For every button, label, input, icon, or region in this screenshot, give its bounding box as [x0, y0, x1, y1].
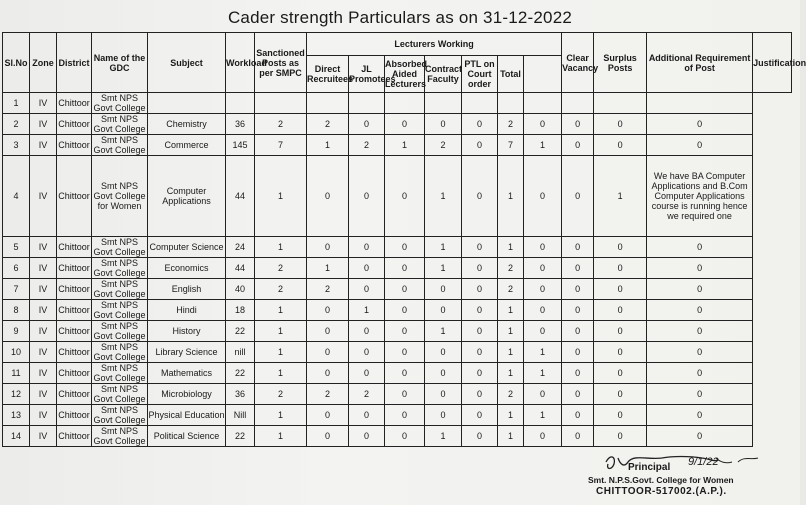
cell-clear: 1 [524, 363, 562, 384]
cell-surplus: 0 [562, 135, 594, 156]
cell-ptl: 0 [462, 300, 498, 321]
cell-justification: 0 [647, 258, 753, 279]
cell-district: Chittoor [57, 114, 92, 135]
cell-additional: 1 [594, 156, 647, 237]
cell-surplus: 0 [562, 342, 594, 363]
cell-absorbed: 0 [385, 342, 425, 363]
cell-subject: Computer Science [148, 237, 226, 258]
cell-ptl: 0 [462, 321, 498, 342]
cell-absorbed: 0 [385, 405, 425, 426]
cell-justification: We have BA Computer Applications and B.Com Computer Applications course is running hence we required one [647, 156, 753, 237]
cell-ptl [462, 93, 498, 114]
cell-zone: IV [30, 135, 57, 156]
cell-direct: 0 [307, 405, 349, 426]
cell-contract: 1 [425, 237, 462, 258]
header-clear-vacancy: Clear Vacancy [562, 33, 594, 93]
cell-ptl: 0 [462, 363, 498, 384]
cell-zone: IV [30, 156, 57, 237]
cell-gdc: Smt NPS Govt College [93, 363, 146, 383]
cell-contract: 0 [425, 405, 462, 426]
header-absorbed: Absorbed Aided Lecturers [385, 56, 425, 93]
cell-subject: Library Science [148, 342, 226, 363]
cell-surplus: 0 [562, 279, 594, 300]
cell-absorbed: 0 [385, 114, 425, 135]
cell-gdc: Smt NPS Govt College [93, 342, 146, 362]
cell-direct: 0 [307, 321, 349, 342]
table-row [3, 342, 792, 363]
cell-subject: English [148, 279, 226, 300]
cell-surplus: 0 [562, 405, 594, 426]
cell-additional: 0 [594, 405, 647, 426]
cell-contract: 2 [425, 135, 462, 156]
cell-sl: 7 [3, 279, 30, 300]
cell-ptl: 0 [462, 156, 498, 237]
cell-ptl: 0 [462, 279, 498, 300]
header-total: Total [498, 56, 524, 93]
cell-total: 1 [498, 300, 524, 321]
cell-sanctioned: 1 [255, 156, 307, 237]
cell-absorbed: 0 [385, 300, 425, 321]
cell-gdc: Smt NPS Govt College [93, 321, 146, 341]
cell-sanctioned: 1 [255, 426, 307, 447]
cell-zone: IV [30, 426, 57, 447]
header-additional: Additional Requirement of Post [647, 33, 753, 93]
cell-justification: 0 [647, 384, 753, 405]
cell-additional: 0 [594, 135, 647, 156]
cell-district: Chittoor [57, 93, 92, 114]
cell-clear: 0 [524, 237, 562, 258]
cell-workload: 145 [226, 135, 255, 156]
cell-workload: 22 [226, 426, 255, 447]
cell-absorbed: 0 [385, 363, 425, 384]
cell-absorbed: 0 [385, 237, 425, 258]
cell-clear: 0 [524, 426, 562, 447]
cell-contract [425, 93, 462, 114]
cell-additional: 0 [594, 384, 647, 405]
cell-direct [307, 93, 349, 114]
cell-clear: 0 [524, 258, 562, 279]
cell-gdc: Smt NPS Govt College for Women [92, 156, 148, 237]
cell-ptl: 0 [462, 405, 498, 426]
cell-direct: 0 [307, 426, 349, 447]
cell-total: 2 [498, 114, 524, 135]
cell-subject: Hindi [148, 300, 226, 321]
cell-sanctioned: 2 [255, 258, 307, 279]
cell-clear: 0 [524, 156, 562, 237]
cell-sanctioned: 2 [255, 114, 307, 135]
cell-direct: 2 [307, 384, 349, 405]
cell-workload: 44 [226, 156, 255, 237]
cell-direct: 1 [307, 135, 349, 156]
cell-surplus: 0 [562, 156, 594, 237]
header-direct: Direct Recruitees [307, 56, 349, 93]
cell-gdc: Smt NPS Govt College [93, 279, 146, 299]
cell-additional: 0 [594, 426, 647, 447]
cell-clear: 0 [524, 300, 562, 321]
cell-jl: 0 [349, 426, 385, 447]
cell-total: 2 [498, 384, 524, 405]
cell-sl: 2 [3, 114, 30, 135]
cell-additional: 0 [594, 114, 647, 135]
header-subject: Subject [148, 33, 226, 93]
cell-sanctioned: 1 [255, 342, 307, 363]
cell-zone: IV [30, 93, 57, 114]
signature-date: 9/1/22 [688, 456, 719, 468]
cell-total: 2 [498, 279, 524, 300]
cell-surplus: 0 [562, 426, 594, 447]
cell-district: Chittoor [57, 363, 92, 384]
cell-district: Chittoor [57, 135, 92, 156]
header-gdc: Name of the GDC [92, 33, 148, 93]
cell-gdc: Smt NPS Govt College [93, 258, 146, 278]
cell-additional: 0 [594, 258, 647, 279]
cell-clear: 0 [524, 114, 562, 135]
table-row [3, 426, 792, 447]
cell-justification: 0 [647, 321, 753, 342]
cell-district: Chittoor [57, 426, 92, 447]
cell-sl: 6 [3, 258, 30, 279]
cell-sanctioned: 1 [255, 405, 307, 426]
cell-surplus: 0 [562, 321, 594, 342]
cell-additional: 0 [594, 300, 647, 321]
cell-zone: IV [30, 237, 57, 258]
cell-jl [349, 93, 385, 114]
cell-contract: 1 [425, 321, 462, 342]
cell-absorbed: 0 [385, 156, 425, 237]
cell-subject: Political Science [148, 426, 226, 447]
table-row [3, 300, 792, 321]
cell-ptl: 0 [462, 258, 498, 279]
cell-gdc: Smt NPS Govt College [93, 405, 146, 425]
header-jl: JL Promotees [349, 56, 385, 93]
header-workload: Workload [226, 33, 255, 93]
table-row [3, 237, 792, 258]
table-row [3, 258, 792, 279]
header-district: District [57, 33, 92, 93]
cell-subject: History [148, 321, 226, 342]
cell-surplus: 0 [562, 384, 594, 405]
cell-workload: 36 [226, 114, 255, 135]
table-row [3, 114, 792, 135]
cell-sl: 10 [3, 342, 30, 363]
cell-absorbed: 0 [385, 426, 425, 447]
cell-gdc: Smt NPS Govt College [93, 300, 146, 320]
cell-sl: 14 [3, 426, 30, 447]
cell-justification: 0 [647, 426, 753, 447]
cell-ptl: 0 [462, 384, 498, 405]
cell-workload: 22 [226, 363, 255, 384]
cell-justification: 0 [647, 342, 753, 363]
cell-absorbed: 0 [385, 321, 425, 342]
cell-absorbed: 0 [385, 384, 425, 405]
cell-gdc: Smt NPS Govt College [93, 114, 146, 134]
page-title: Cader strength Particulars as on 31-12-2022 [227, 8, 573, 27]
cell-absorbed: 1 [385, 135, 425, 156]
signature-role: Principal [628, 462, 671, 473]
cell-clear: 0 [524, 321, 562, 342]
table-row [3, 405, 792, 426]
cell-contract: 0 [425, 342, 462, 363]
cell-justification: 0 [647, 363, 753, 384]
cell-total: 1 [498, 321, 524, 342]
cell-sanctioned: 1 [255, 321, 307, 342]
cell-sl: 5 [3, 237, 30, 258]
cell-district: Chittoor [57, 237, 92, 258]
cell-clear [524, 93, 562, 114]
cell-zone: IV [30, 321, 57, 342]
cell-jl: 0 [349, 279, 385, 300]
cell-clear: 1 [524, 135, 562, 156]
cell-jl: 0 [349, 342, 385, 363]
table-row [3, 279, 792, 300]
cell-ptl: 0 [462, 135, 498, 156]
cell-clear: 0 [524, 384, 562, 405]
cell-sanctioned: 2 [255, 384, 307, 405]
cadre-strength-table [2, 32, 806, 447]
header-lecturers-working: Lecturers Working [307, 33, 562, 56]
cell-justification: 0 [647, 114, 753, 135]
cell-zone: IV [30, 405, 57, 426]
cell-jl: 0 [349, 321, 385, 342]
header-sl: Sl.No [3, 33, 30, 93]
cell-jl: 0 [349, 363, 385, 384]
cell-surplus: 0 [562, 300, 594, 321]
cell-sl: 3 [3, 135, 30, 156]
header-sanctioned: Sanctioned Posts as per SMPC [255, 33, 307, 93]
cell-district: Chittoor [57, 300, 92, 321]
cell-zone: IV [30, 300, 57, 321]
cell-district: Chittoor [57, 405, 92, 426]
cell-direct: 2 [307, 114, 349, 135]
cell-sl: 1 [3, 93, 30, 114]
cell-total: 2 [498, 258, 524, 279]
cell-clear: 1 [524, 342, 562, 363]
cell-direct: 0 [307, 300, 349, 321]
cell-direct: 1 [307, 258, 349, 279]
cell-jl: 0 [349, 114, 385, 135]
cell-justification: 0 [647, 237, 753, 258]
cell-additional: 0 [594, 279, 647, 300]
cell-justification: 0 [647, 135, 753, 156]
cell-jl: 0 [349, 258, 385, 279]
cell-total: 1 [498, 342, 524, 363]
cell-additional: 0 [594, 342, 647, 363]
cell-total: 1 [498, 405, 524, 426]
cell-sl: 13 [3, 405, 30, 426]
cell-contract: 1 [425, 258, 462, 279]
table-body [3, 93, 792, 447]
cell-district: Chittoor [57, 279, 92, 300]
cell-workload: Nill [226, 405, 255, 426]
principal-signature-stamp [588, 448, 798, 503]
cell-sl: 12 [3, 384, 30, 405]
cell-gdc: Smt NPS Govt College [93, 93, 146, 113]
cell-surplus: 0 [562, 258, 594, 279]
cell-absorbed: 0 [385, 258, 425, 279]
cell-absorbed: 0 [385, 279, 425, 300]
cell-surplus [562, 93, 594, 114]
cell-ptl: 0 [462, 237, 498, 258]
cell-contract: 0 [425, 384, 462, 405]
cell-additional: 0 [594, 237, 647, 258]
cell-subject: Mathematics [148, 363, 226, 384]
cell-workload [226, 93, 255, 114]
cell-justification: 0 [647, 300, 753, 321]
cell-ptl: 0 [462, 342, 498, 363]
cell-surplus: 0 [562, 363, 594, 384]
cell-subject: Computer Applications [148, 156, 226, 237]
table-row [3, 93, 792, 114]
table-row [3, 363, 792, 384]
cell-workload: 40 [226, 279, 255, 300]
cell-sanctioned: 1 [255, 363, 307, 384]
signature-college: Smt. N.P.S.Govt. College for Women [588, 475, 734, 485]
cell-sl: 11 [3, 363, 30, 384]
cell-district: Chittoor [57, 384, 92, 405]
cell-workload: 22 [226, 321, 255, 342]
cell-zone: IV [30, 114, 57, 135]
cell-subject: Economics [148, 258, 226, 279]
header-ptl: PTL on Court order [462, 56, 498, 93]
cell-sanctioned: 1 [255, 237, 307, 258]
cell-gdc: Smt NPS Govt College [93, 135, 146, 155]
cell-jl: 1 [349, 300, 385, 321]
cell-sl: 8 [3, 300, 30, 321]
cell-zone: IV [30, 363, 57, 384]
cell-sanctioned [255, 93, 307, 114]
cell-sanctioned: 2 [255, 279, 307, 300]
table-row [3, 384, 792, 405]
cell-workload: 24 [226, 237, 255, 258]
cell-subject: Physical Education [148, 405, 226, 426]
cell-ptl: 0 [462, 426, 498, 447]
cell-additional: 0 [594, 363, 647, 384]
cell-total: 1 [498, 363, 524, 384]
cell-contract: 1 [425, 426, 462, 447]
cell-jl: 0 [349, 237, 385, 258]
cell-total: 1 [498, 426, 524, 447]
cell-workload: nill [226, 342, 255, 363]
cell-sl: 9 [3, 321, 30, 342]
cell-ptl: 0 [462, 114, 498, 135]
cell-subject: Microbiology [148, 384, 226, 405]
cell-contract: 0 [425, 279, 462, 300]
table-row [3, 321, 792, 342]
signature-place: CHITTOOR-517002.(A.P.). [596, 486, 727, 497]
cell-contract: 0 [425, 363, 462, 384]
cell-contract: 0 [425, 300, 462, 321]
cell-jl: 2 [349, 135, 385, 156]
cell-zone: IV [30, 279, 57, 300]
cell-subject: Commerce [148, 135, 226, 156]
cell-contract: 0 [425, 114, 462, 135]
cell-additional: 0 [594, 321, 647, 342]
cell-gdc: Smt NPS Govt College [93, 237, 146, 257]
cell-district: Chittoor [57, 342, 92, 363]
cell-workload: 44 [226, 258, 255, 279]
cell-jl: 2 [349, 384, 385, 405]
cell-district: Chittoor [57, 321, 92, 342]
header-justification: Justification [753, 33, 792, 93]
cell-direct: 0 [307, 237, 349, 258]
cell-gdc: Smt NPS Govt College [93, 384, 146, 404]
cell-workload: 36 [226, 384, 255, 405]
header-zone: Zone [30, 33, 57, 93]
cell-subject [148, 93, 226, 114]
cell-surplus: 0 [562, 114, 594, 135]
cell-zone: IV [30, 384, 57, 405]
cell-direct: 0 [307, 342, 349, 363]
cell-justification [647, 93, 753, 114]
cell-surplus: 0 [562, 237, 594, 258]
cell-total: 1 [498, 156, 524, 237]
cell-contract: 1 [425, 156, 462, 237]
cell-district: Chittoor [57, 258, 92, 279]
cell-zone: IV [30, 258, 57, 279]
cell-workload: 18 [226, 300, 255, 321]
cell-jl: 0 [349, 156, 385, 237]
header-surplus: Surplus Posts [594, 33, 647, 93]
cell-direct: 0 [307, 363, 349, 384]
cell-subject: Chemistry [148, 114, 226, 135]
cell-total [498, 93, 524, 114]
cell-clear: 1 [524, 405, 562, 426]
cell-total: 1 [498, 237, 524, 258]
cell-gdc: Smt NPS Govt College [93, 426, 146, 446]
cell-district: Chittoor [57, 156, 92, 237]
cell-jl: 0 [349, 405, 385, 426]
header-contract: Contract Faculty [425, 56, 462, 93]
cell-absorbed [385, 93, 425, 114]
cell-additional [594, 93, 647, 114]
cell-clear: 0 [524, 279, 562, 300]
cell-sl: 4 [3, 156, 30, 237]
cell-sanctioned: 7 [255, 135, 307, 156]
cell-direct: 0 [307, 156, 349, 237]
cell-justification: 0 [647, 405, 753, 426]
cell-sanctioned: 1 [255, 300, 307, 321]
cell-justification: 0 [647, 279, 753, 300]
cell-total: 7 [498, 135, 524, 156]
cell-direct: 2 [307, 279, 349, 300]
table-row [3, 156, 792, 237]
cell-zone: IV [30, 342, 57, 363]
table-row [3, 135, 792, 156]
